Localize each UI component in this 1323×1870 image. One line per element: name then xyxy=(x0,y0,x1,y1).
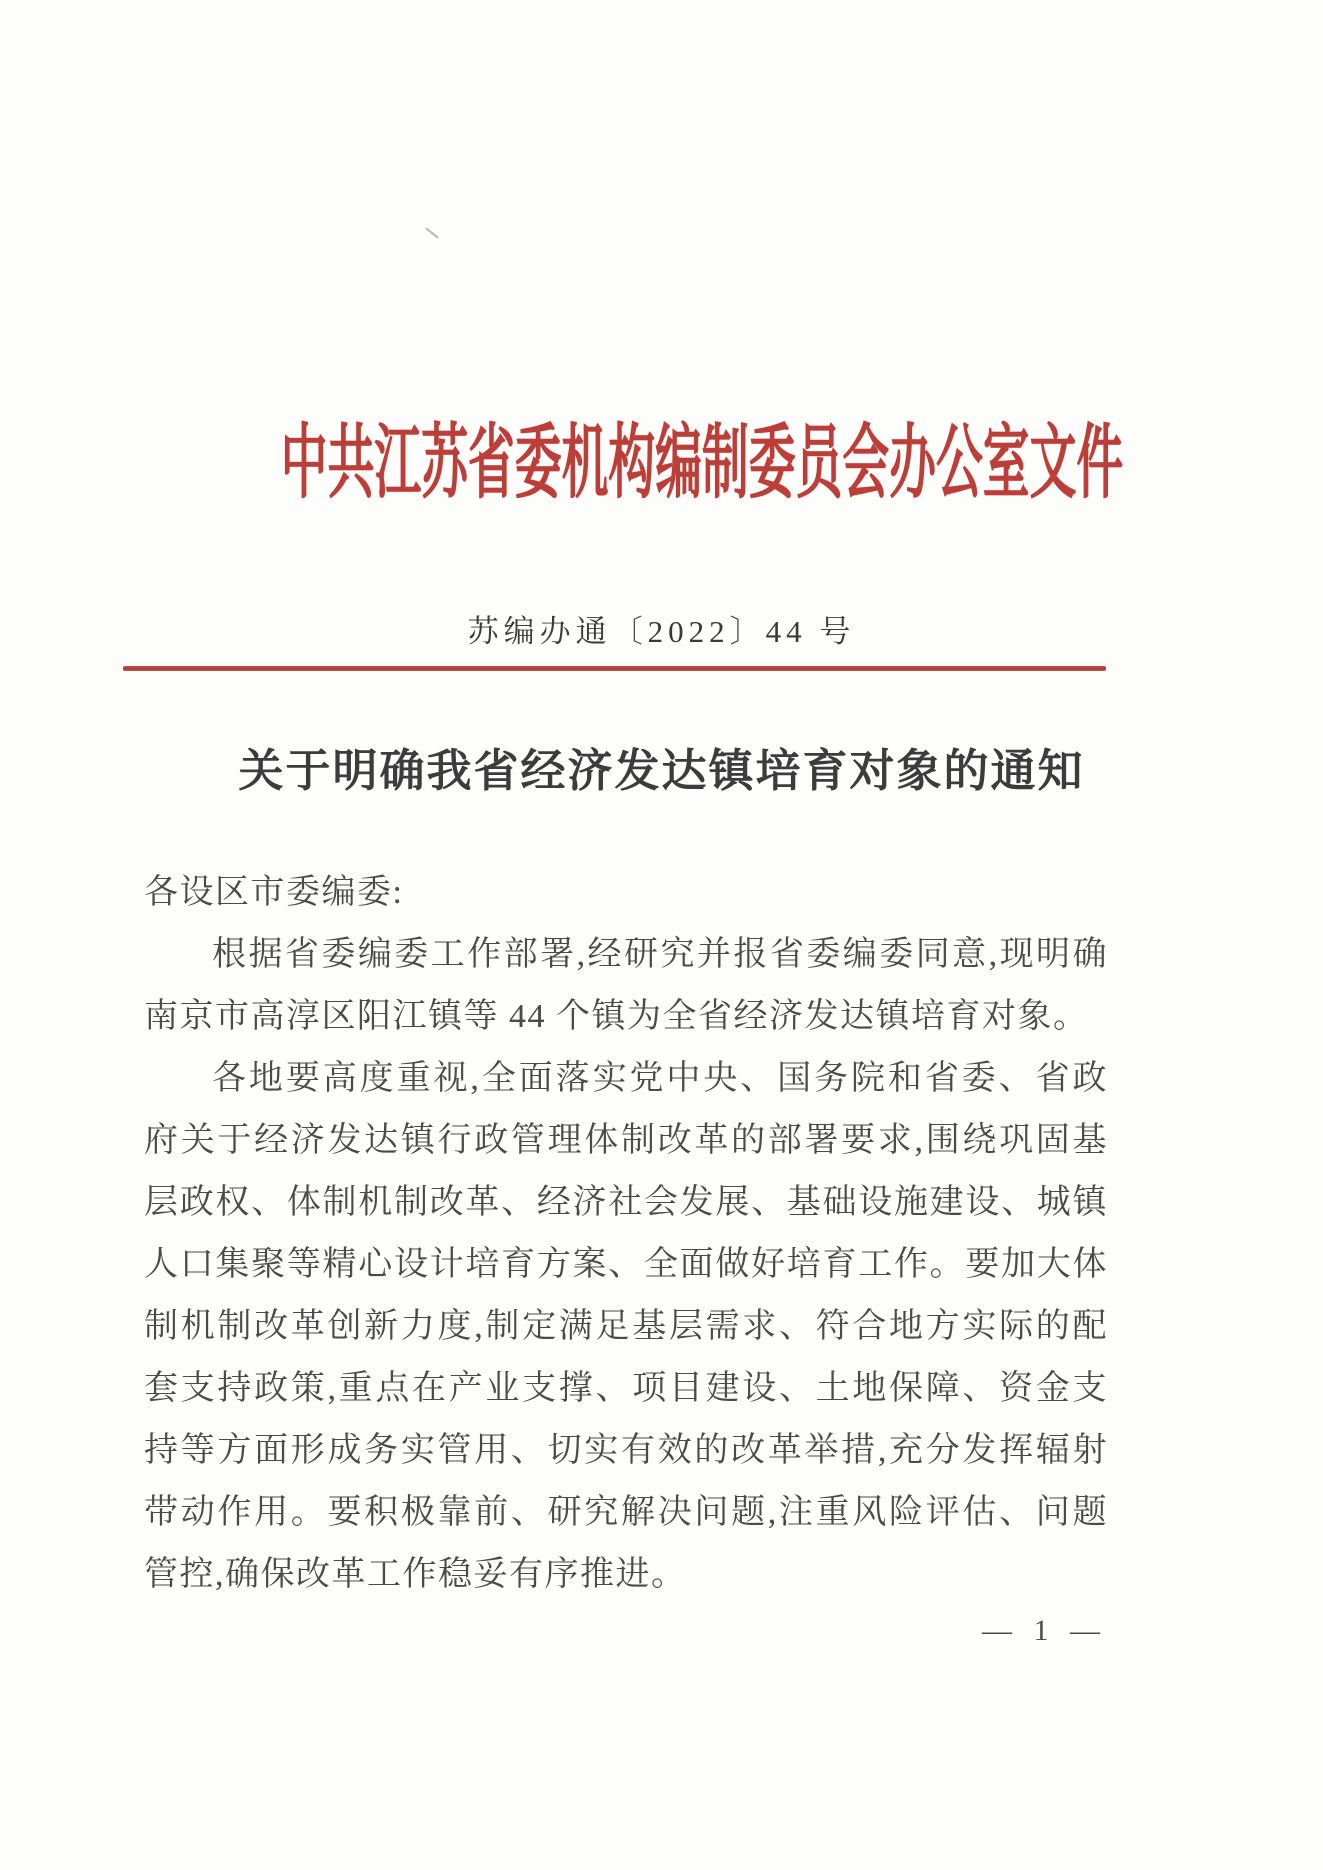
doc-number: 苏编办通〔2022〕44 号 xyxy=(467,614,856,649)
salutation: 各设区市委编委: xyxy=(144,874,404,911)
body-paragraph: 根据省委编委工作部署,经研究并报省委编委同意,现明确南京市高淳区阳江镇等 44 个镇为全省经济发达镇培育对象。 xyxy=(144,936,1108,1035)
page-number: — 1 — xyxy=(982,1614,1107,1647)
issuer-banner xyxy=(0,398,1323,510)
body-paragraph: 各地要高度重视,全面落实党中央、国务院和省委、省政府关于经济发达镇行政管理体制改革的部署要求,围绕巩固基层政权、体制机制改革、经济社会发展、基础设施建设、城镇人口集聚等精心设计培育方案、全面做好培育工作。要加大体制机制改革创新力度,制定满足基层需求、符合地方实际的配套支持政策,重点在产业支撑、项目建设、土地保障、资金支持等方面形成务实管用、切实有效的改革举措,充分发挥辐射带动作用。要积极靠前、研究解决问题,注重风险评估、问题管控,确保改革工作稳妥有序推进。 xyxy=(144,1060,1108,1593)
issuer-title: 中共江苏省委机构编制委员会办公室文件 xyxy=(280,417,1124,509)
pen-mark xyxy=(425,227,439,238)
red-separator-line xyxy=(123,666,1106,671)
document-body xyxy=(144,862,1108,1606)
document-title: 关于明确我省经济发达镇培育对象的通知 xyxy=(238,746,1085,796)
